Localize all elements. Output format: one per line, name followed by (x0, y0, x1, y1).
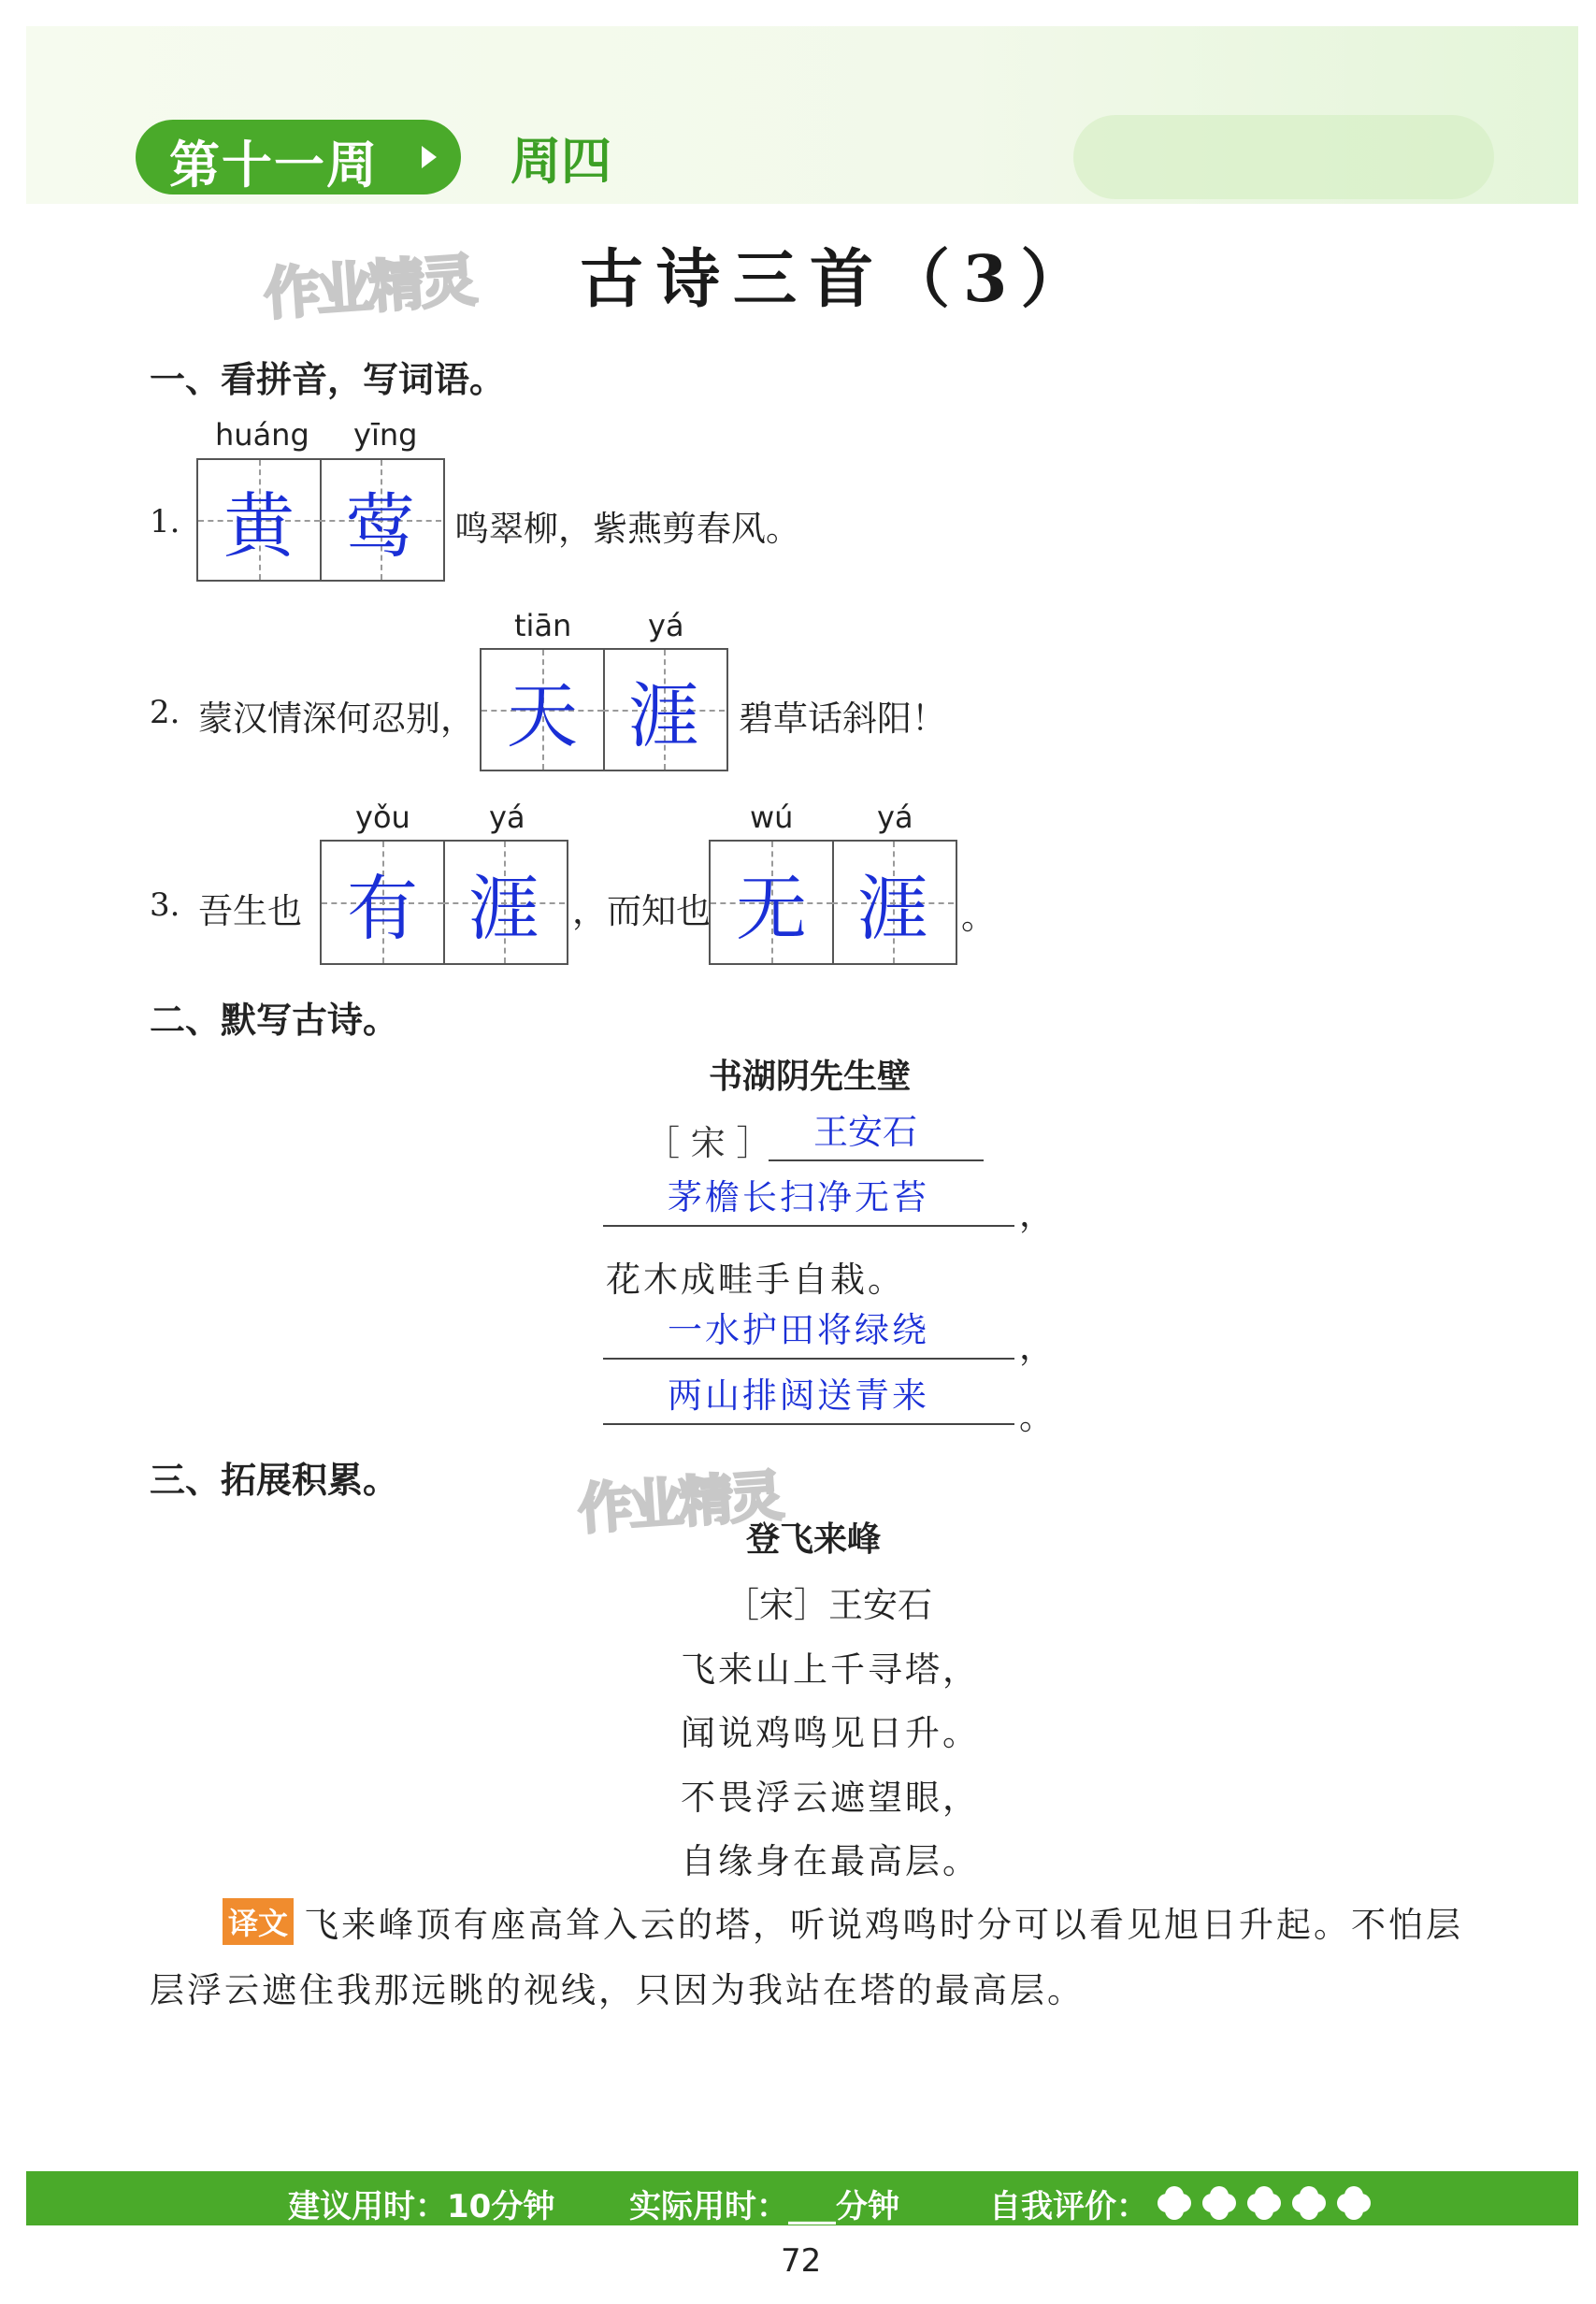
answer-cell: 无 (711, 842, 834, 963)
sentence-3-before: 吾生也 (198, 891, 302, 931)
answer-cell: 黄 (198, 460, 322, 580)
answer-underline (603, 1423, 1014, 1425)
pinyin-1a: huáng (215, 417, 309, 453)
recite-line-3: 一水护田将绿绕 (668, 1310, 929, 1350)
weekday-label: 周四 (510, 132, 611, 191)
week-label: 第十一周 (169, 136, 379, 194)
arrow-icon (422, 146, 437, 168)
answer-cell: 天 (482, 650, 605, 770)
poem-line: 飞来山上千寻塔， (681, 1649, 980, 1690)
poem-line: 不畏浮云遮望眼， (681, 1778, 980, 1818)
pinyin-3d: yá (877, 799, 913, 835)
answer-box-3a (320, 840, 568, 965)
sentence-2-before: 蒙汉情深何忍别， (198, 698, 475, 739)
flower-icon[interactable] (1157, 2186, 1191, 2220)
page-number: 72 (781, 2242, 822, 2280)
item-number-3: 3. (150, 886, 180, 924)
flower-icon[interactable] (1247, 2186, 1281, 2220)
item-number-1: 1. (150, 503, 180, 540)
week-pill (136, 120, 461, 194)
actual-time: 实际用时：___分钟 (629, 2188, 899, 2225)
section-heading-1: 一、看拼音，写词语。 (150, 359, 506, 400)
item-number-2: 2. (150, 694, 180, 731)
sentence-1-after: 鸣翠柳，紫燕剪春风。 (454, 509, 800, 549)
sentence-3-after: 。 (961, 897, 996, 937)
recite-line-4: 两山排闼送青来 (668, 1375, 929, 1416)
punct-1: ， (1019, 1194, 1054, 1234)
poem-line: 自缘身在最高层。 (681, 1841, 980, 1881)
dynasty-label: ［ 宋 ］ (645, 1123, 771, 1163)
pinyin-2b: yá (648, 608, 684, 643)
footer-bar (26, 2171, 1578, 2225)
pinyin-1b: yīng (353, 417, 418, 453)
poem-title-2: 书湖阴先生壁 (709, 1058, 912, 1096)
watermark-logo: 作业精灵 (576, 1463, 783, 1542)
recite-line-1: 茅檐长扫净无苔 (668, 1177, 929, 1217)
author-line (769, 1159, 984, 1161)
poem-title-3: 登飞来峰 (746, 1520, 882, 1559)
sentence-2-after: 碧草话斜阳！ (739, 698, 946, 739)
rating-flowers[interactable] (1157, 2182, 1382, 2220)
answer-cell: 有 (322, 842, 445, 963)
answer-cell: 涯 (443, 842, 565, 963)
answer-underline (603, 1358, 1014, 1360)
answer-cell: 涯 (603, 650, 725, 770)
watermark-logo: 作业精灵 (262, 248, 476, 328)
pinyin-3b: yá (489, 799, 525, 835)
answer-box-2 (480, 648, 728, 771)
answer-box-1 (196, 458, 445, 582)
suggested-time: 建议用时：10分钟 (288, 2188, 555, 2225)
flower-icon[interactable] (1292, 2186, 1326, 2220)
poem-line: 闻说鸡鸣见日升。 (681, 1713, 980, 1753)
punct-3: ， (1019, 1327, 1054, 1367)
page-title: 古诗三首（3） (580, 242, 1098, 317)
self-rating-label: 自我评价： (989, 2188, 1148, 2225)
translation-text-2: 层浮云遮住我那远眺的视线，只因为我站在塔的最高层。 (150, 1970, 1085, 2010)
answer-cell: 莺 (320, 460, 441, 580)
poem-author-3: ［宋］王安石 (725, 1585, 932, 1625)
section-heading-3: 三、拓展积累。 (150, 1460, 399, 1501)
translation-badge: 译文 (223, 1898, 294, 1945)
translation-text-1: 飞来峰顶有座高耸入云的塔，听说鸡鸣时分可以看见旭日升起。不怕层 (304, 1905, 1463, 1945)
answer-box-3b (709, 840, 957, 965)
recite-line-2: 花木成畦手自栽。 (606, 1260, 905, 1300)
pinyin-2a: tiān (514, 608, 572, 643)
sentence-3-middle: ，而知也 (572, 891, 711, 931)
punct-4: 。 (1019, 1397, 1054, 1437)
pinyin-3a: yǒu (355, 799, 410, 835)
pinyin-3c: wú (750, 799, 794, 835)
answer-underline (603, 1225, 1014, 1227)
section-heading-2: 二、默写古诗。 (150, 1000, 399, 1041)
answer-cell: 涯 (832, 842, 954, 963)
author-answer: 王安石 (813, 1112, 917, 1152)
flower-icon[interactable] (1202, 2186, 1236, 2220)
flower-icon[interactable] (1337, 2186, 1371, 2220)
